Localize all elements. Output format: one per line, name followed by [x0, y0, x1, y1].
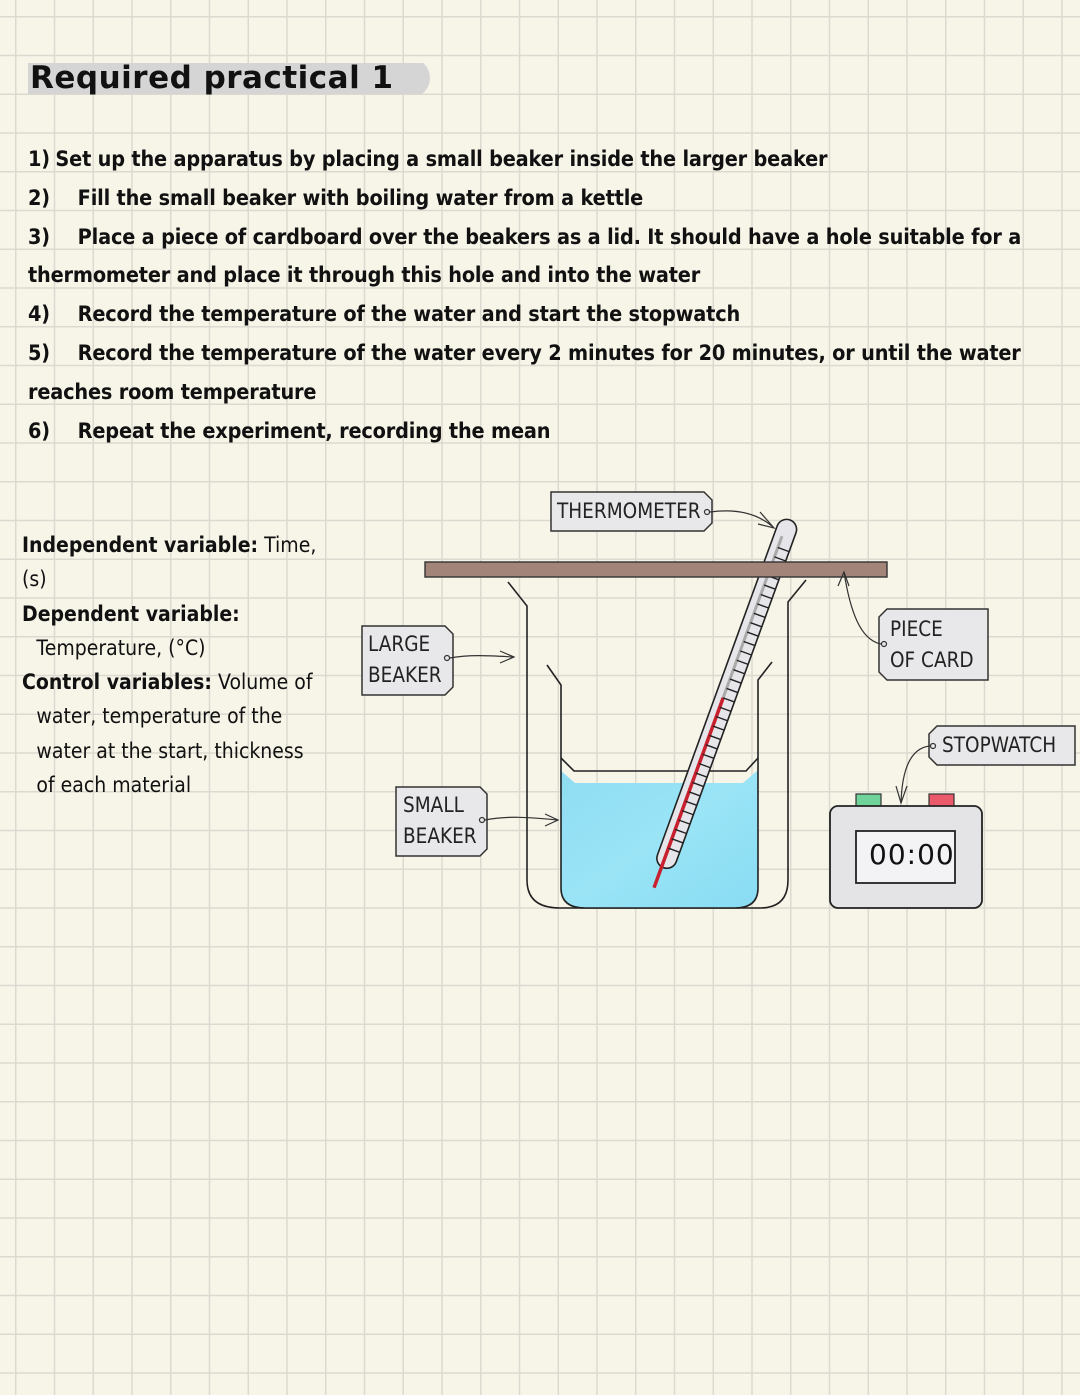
step-text: Repeat the experiment, recording the mean [77, 418, 551, 443]
small-beaker-label-line-2: BEAKER [403, 824, 477, 848]
piece-of-card-label-line-2: OF CARD [890, 648, 974, 672]
thermometer-label: THERMOMETER [557, 499, 701, 523]
piece-of-card-label-line-1: PIECE [890, 617, 943, 641]
step-number: 3) [28, 224, 50, 249]
independent-variable-value: Time, (s) [22, 533, 317, 592]
stopwatch-display: 00:00 [869, 838, 955, 871]
large-beaker-label-line-1: LARGE [368, 632, 431, 656]
step-3-continuation: thermometer and place it through this hole and into the water [28, 263, 701, 288]
control-variables-value-line: water, temperature of the [36, 704, 283, 729]
step-number: 2) [28, 185, 50, 210]
step-number: 6) [28, 418, 50, 443]
dependent-variable-value: Temperature, (°C) [36, 635, 206, 660]
step-text: Record the temperature of the water and start the stopwatch [77, 302, 741, 327]
dependent-variable-label: Dependent variable: [22, 601, 240, 626]
step-text: Record the temperature of the water every 2 minutes for 20 minutes, or until the water [77, 340, 1021, 365]
control-variables-value-line: water at the start, thickness [36, 738, 304, 763]
independent-variable-label: Independent variable: [22, 533, 259, 557]
stop-button [929, 794, 954, 807]
large-beaker-label-line-2: BEAKER [368, 663, 442, 687]
control-variables-value: Volume of [217, 670, 313, 695]
control-variables-label: Control variables: [22, 670, 212, 695]
step-number: 4) [28, 302, 50, 327]
stopwatch-label: STOPWATCH [942, 733, 1057, 757]
control-variables-value-line: of each material [36, 773, 192, 798]
step-number: 1) [28, 147, 50, 171]
step-text: Place a piece of cardboard over the beakers as a lid. It should have a hole suitable for a [77, 224, 1022, 249]
step-text: Fill the small beaker with boiling water from a kettle [77, 185, 644, 210]
start-button [856, 794, 881, 807]
step-5-continuation: reaches room temperature [28, 379, 317, 404]
step-number: 5) [28, 340, 50, 365]
piece-of-card [425, 562, 887, 577]
small-beaker-label-line-1: SMALL [403, 793, 464, 817]
step-text: Set up the apparatus by placing a small beaker inside the larger beaker [55, 147, 828, 171]
page-title: Required practical 1 [28, 58, 430, 98]
